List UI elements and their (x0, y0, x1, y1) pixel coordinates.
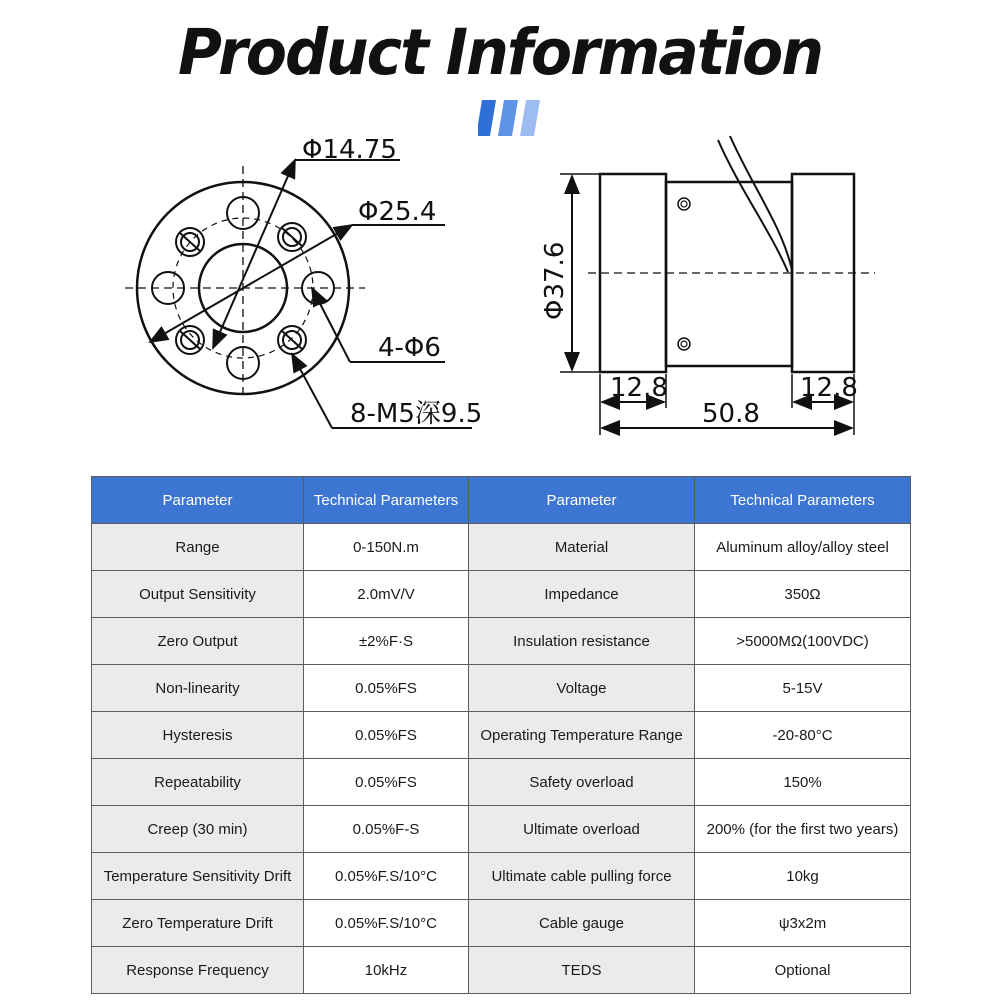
value-cell: 0.05%FS (304, 759, 469, 806)
parameter-cell: Ultimate cable pulling force (469, 853, 695, 900)
parameter-cell: Operating Temperature Range (469, 712, 695, 759)
parameter-cell: Safety overload (469, 759, 695, 806)
value-cell: 0.05%FS (304, 665, 469, 712)
table-row (92, 712, 911, 759)
value-cell: 0.05%FS (304, 712, 469, 759)
dim-threads: 8-M5深9.5 (350, 399, 483, 429)
dim-total-length: 50.8 (702, 399, 760, 429)
table-row (92, 900, 911, 947)
dim-outer-diameter: Φ25.4 (358, 197, 437, 227)
header-parameter: Parameter (469, 477, 695, 524)
parameter-cell: Zero Output (92, 618, 304, 665)
value-cell: 200% (for the first two years) (695, 806, 911, 853)
table-row (92, 853, 911, 900)
table-row (92, 665, 911, 712)
dim-left-flange: 12.8 (610, 373, 668, 403)
table-row (92, 947, 911, 994)
value-cell: 150% (695, 759, 911, 806)
header-technical: Technical Parameters (304, 477, 469, 524)
table-row (92, 524, 911, 571)
value-cell: 5-15V (695, 665, 911, 712)
parameter-cell: Voltage (469, 665, 695, 712)
parameter-cell: Hysteresis (92, 712, 304, 759)
parameter-cell: Insulation resistance (469, 618, 695, 665)
table-header-row (92, 477, 911, 524)
parameter-cell: Response Frequency (92, 947, 304, 994)
dim-holes: 4-Φ6 (378, 333, 441, 363)
value-cell: Aluminum alloy/alloy steel (695, 524, 911, 571)
parameter-cell: Impedance (469, 571, 695, 618)
value-cell: 0.05%F.S/10°C (304, 853, 469, 900)
table-row (92, 571, 911, 618)
parameter-cell: Zero Temperature Drift (92, 900, 304, 947)
parameter-cell: Non-linearity (92, 665, 304, 712)
table-row (92, 618, 911, 665)
parameter-cell: Repeatability (92, 759, 304, 806)
spec-table (91, 476, 911, 994)
value-cell: Optional (695, 947, 911, 994)
header-parameter: Parameter (92, 477, 304, 524)
value-cell: -20-80°C (695, 712, 911, 759)
table-row (92, 759, 911, 806)
technical-drawing (100, 130, 900, 450)
value-cell: >5000MΩ(100VDC) (695, 618, 911, 665)
value-cell: 2.0mV/V (304, 571, 469, 618)
value-cell: ψ3x2m (695, 900, 911, 947)
value-cell: 350Ω (695, 571, 911, 618)
value-cell: ±2%F·S (304, 618, 469, 665)
value-cell: 10kg (695, 853, 911, 900)
parameter-cell: Creep (30 min) (92, 806, 304, 853)
header-technical: Technical Parameters (695, 477, 911, 524)
parameter-cell: Material (469, 524, 695, 571)
value-cell: 0.05%F-S (304, 806, 469, 853)
dim-inner-diameter: Φ14.75 (302, 135, 397, 165)
parameter-cell: Cable gauge (469, 900, 695, 947)
value-cell: 10kHz (304, 947, 469, 994)
value-cell: 0-150N.m (304, 524, 469, 571)
parameter-cell: TEDS (469, 947, 695, 994)
table-row (92, 806, 911, 853)
parameter-cell: Range (92, 524, 304, 571)
parameter-cell: Output Sensitivity (92, 571, 304, 618)
dim-side-diameter: Φ37.6 (540, 241, 570, 320)
value-cell: 0.05%F.S/10°C (304, 900, 469, 947)
page-title: Product Information (178, 16, 822, 90)
dim-right-flange: 12.8 (800, 373, 858, 403)
parameter-cell: Temperature Sensitivity Drift (92, 853, 304, 900)
parameter-cell: Ultimate overload (469, 806, 695, 853)
